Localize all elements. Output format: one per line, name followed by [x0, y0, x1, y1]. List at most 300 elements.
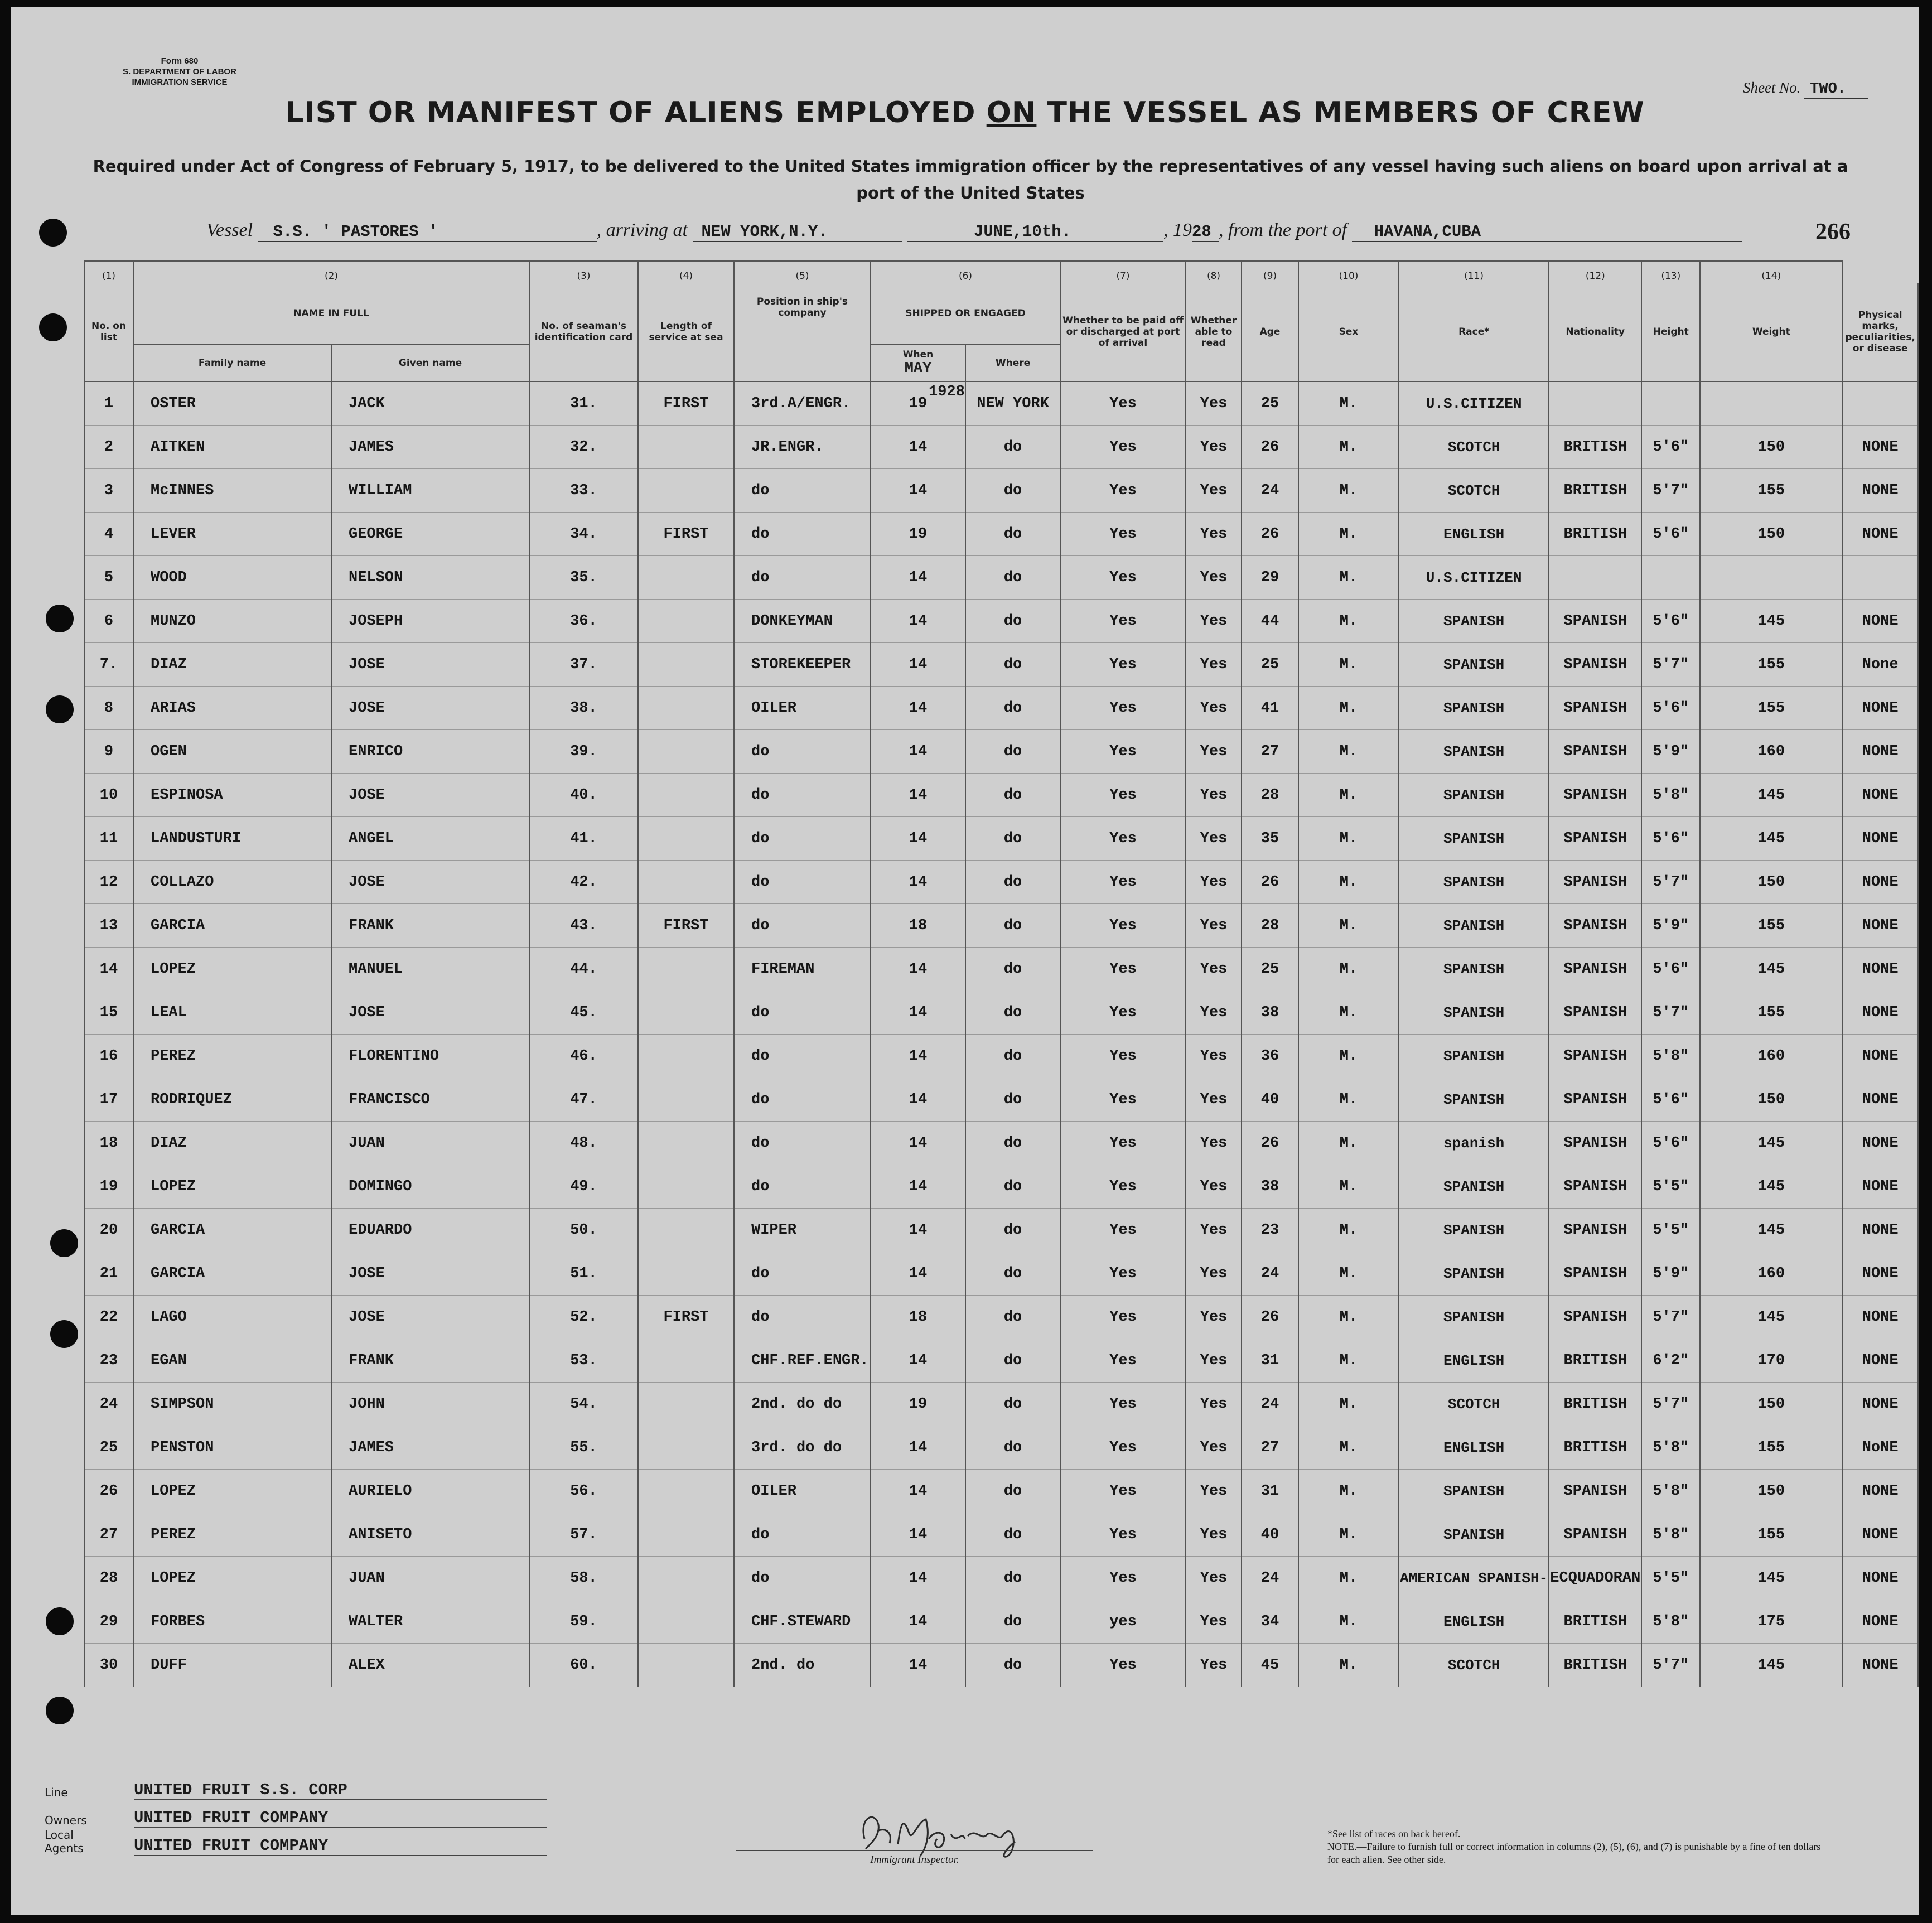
- col-header-height: Height: [1641, 283, 1700, 381]
- crew-table-container: [84, 260, 1919, 1687]
- cell-race: SCOTCH: [1399, 1383, 1549, 1426]
- cell-height: 5'6": [1641, 948, 1700, 991]
- cell-given: ANGEL: [331, 817, 529, 861]
- cell-nationality: SPANISH: [1549, 774, 1641, 817]
- cell-no: 9: [84, 730, 133, 774]
- cell-where: do: [965, 469, 1060, 513]
- cell-marks: None: [1842, 643, 1918, 687]
- owners-value: UNITED FRUIT COMPANY: [134, 1809, 547, 1828]
- cell-read: Yes: [1186, 1296, 1242, 1339]
- cell-read: Yes: [1186, 861, 1242, 904]
- inspector-line: [736, 1850, 1093, 1851]
- cell-paid: Yes: [1060, 817, 1186, 861]
- cell-nationality: SPANISH: [1549, 817, 1641, 861]
- table-row: [84, 1035, 1918, 1078]
- cell-race: SPANISH: [1399, 1035, 1549, 1078]
- cell-sex: M.: [1298, 381, 1399, 426]
- cell-when: 14: [871, 1644, 965, 1687]
- cell-weight: 150: [1700, 513, 1842, 556]
- cell-age: 26: [1242, 1296, 1298, 1339]
- cell-service: [638, 1252, 734, 1296]
- cell-height: 5'7": [1641, 643, 1700, 687]
- cell-family: OSTER: [133, 381, 331, 426]
- cell-no: 7.: [84, 643, 133, 687]
- cell-nationality: BRITISH: [1549, 469, 1641, 513]
- cell-paid: Yes: [1060, 774, 1186, 817]
- cell-card: 37.: [529, 643, 638, 687]
- cell-card: 34.: [529, 513, 638, 556]
- cell-age: 25: [1242, 948, 1298, 991]
- cell-marks: NONE: [1842, 948, 1918, 991]
- cell-given: JUAN: [331, 1557, 529, 1600]
- cell-given: FRANCISCO: [331, 1078, 529, 1122]
- cell-nationality: SPANISH: [1549, 1209, 1641, 1252]
- cell-when: 14: [871, 1426, 965, 1470]
- cell-read: Yes: [1186, 1513, 1242, 1557]
- cell-position: WIPER: [734, 1209, 871, 1252]
- cell-card: 36.: [529, 600, 638, 643]
- cell-height: 5'5": [1641, 1209, 1700, 1252]
- cell-height: 5'8": [1641, 774, 1700, 817]
- cell-sex: M.: [1298, 643, 1399, 687]
- col-num-12: (12): [1549, 261, 1641, 283]
- cell-when: 14: [871, 1470, 965, 1513]
- cell-position: do: [734, 1296, 871, 1339]
- cell-nationality: SPANISH: [1549, 1252, 1641, 1296]
- cell-no: 21: [84, 1252, 133, 1296]
- cell-height: [1641, 556, 1700, 600]
- cell-given: EDUARDO: [331, 1209, 529, 1252]
- cell-paid: Yes: [1060, 861, 1186, 904]
- col-num-8: (8): [1186, 261, 1242, 283]
- note-races: *See list of races on back hereof.: [1327, 1828, 1461, 1839]
- col-header-position: Position in ship's company: [734, 283, 871, 381]
- cell-marks: NONE: [1842, 1252, 1918, 1296]
- cell-read: Yes: [1186, 1209, 1242, 1252]
- col-header-shipped: SHIPPED OR ENGAGED: [871, 283, 1060, 345]
- cell-read: Yes: [1186, 730, 1242, 774]
- cell-family: RODRIQUEZ: [133, 1078, 331, 1122]
- cell-service: [638, 1644, 734, 1687]
- from-port: HAVANA,CUBA: [1352, 223, 1742, 242]
- cell-position: do: [734, 991, 871, 1035]
- punch-hole: [50, 1320, 78, 1348]
- cell-paid: Yes: [1060, 991, 1186, 1035]
- crew-table: [84, 260, 1919, 1687]
- cell-sex: M.: [1298, 1296, 1399, 1339]
- cell-family: McINNES: [133, 469, 331, 513]
- cell-no: 16: [84, 1035, 133, 1078]
- cell-service: [638, 1557, 734, 1600]
- cell-paid: Yes: [1060, 1209, 1186, 1252]
- cell-weight: 155: [1700, 469, 1842, 513]
- cell-family: EGAN: [133, 1339, 331, 1383]
- cell-sex: M.: [1298, 1209, 1399, 1252]
- cell-paid: Yes: [1060, 948, 1186, 991]
- table-row: [84, 991, 1918, 1035]
- cell-where: do: [965, 1165, 1060, 1209]
- cell-given: AURIELO: [331, 1470, 529, 1513]
- cell-when: 14: [871, 426, 965, 469]
- cell-service: [638, 426, 734, 469]
- cell-weight: 150: [1700, 1078, 1842, 1122]
- cell-sex: M.: [1298, 1339, 1399, 1383]
- cell-position: do: [734, 1557, 871, 1600]
- cell-where: do: [965, 1470, 1060, 1513]
- cell-when: 18: [871, 1296, 965, 1339]
- cell-where: do: [965, 1035, 1060, 1078]
- table-row: [84, 1426, 1918, 1470]
- cell-age: 35: [1242, 817, 1298, 861]
- cell-sex: M.: [1298, 1557, 1399, 1600]
- cell-card: 43.: [529, 904, 638, 948]
- crew-rows: [84, 381, 1918, 1687]
- cell-read: Yes: [1186, 1165, 1242, 1209]
- cell-card: 52.: [529, 1296, 638, 1339]
- cell-paid: Yes: [1060, 513, 1186, 556]
- cell-age: 36: [1242, 1035, 1298, 1078]
- table-row: [84, 643, 1918, 687]
- cell-race: SPANISH: [1399, 1513, 1549, 1557]
- cell-service: [638, 730, 734, 774]
- cell-weight: 155: [1700, 1426, 1842, 1470]
- cell-height: 5'7": [1641, 1383, 1700, 1426]
- cell-nationality: SPANISH: [1549, 1513, 1641, 1557]
- cell-family: LANDUSTURI: [133, 817, 331, 861]
- arriving-label: , arriving at: [596, 220, 688, 240]
- cell-age: 28: [1242, 774, 1298, 817]
- cell-race: U.S.CITIZEN: [1399, 556, 1549, 600]
- cell-nationality: BRITISH: [1549, 1644, 1641, 1687]
- punch-hole: [39, 219, 67, 247]
- cell-weight: 145: [1700, 1644, 1842, 1687]
- cell-when: 14: [871, 1035, 965, 1078]
- cell-no: 17: [84, 1078, 133, 1122]
- cell-sex: M.: [1298, 1165, 1399, 1209]
- cell-no: 8: [84, 687, 133, 730]
- cell-no: 29: [84, 1600, 133, 1644]
- cell-race: SPANISH: [1399, 643, 1549, 687]
- cell-given: ALEX: [331, 1644, 529, 1687]
- cell-race: SPANISH: [1399, 904, 1549, 948]
- cell-height: 5'7": [1641, 1296, 1700, 1339]
- table-row: [84, 730, 1918, 774]
- cell-where: do: [965, 426, 1060, 469]
- table-row: [84, 1165, 1918, 1209]
- cell-sex: M.: [1298, 1122, 1399, 1165]
- year-prefix: , 19: [1163, 220, 1192, 240]
- cell-height: 5'7": [1641, 469, 1700, 513]
- cell-race: ENGLISH: [1399, 1339, 1549, 1383]
- cell-no: 19: [84, 1165, 133, 1209]
- table-row: [84, 1339, 1918, 1383]
- cell-where: do: [965, 600, 1060, 643]
- cell-position: CHF.STEWARD: [734, 1600, 871, 1644]
- arriving-port: NEW YORK,N.Y.: [693, 223, 902, 242]
- cell-read: Yes: [1186, 904, 1242, 948]
- cell-no: 24: [84, 1383, 133, 1426]
- cell-race: SPANISH: [1399, 774, 1549, 817]
- cell-given: JOHN: [331, 1383, 529, 1426]
- cell-read: Yes: [1186, 600, 1242, 643]
- cell-when: 14: [871, 1078, 965, 1122]
- cell-race: ENGLISH: [1399, 513, 1549, 556]
- cell-card: 31.: [529, 381, 638, 426]
- cell-paid: Yes: [1060, 381, 1186, 426]
- cell-age: 45: [1242, 1644, 1298, 1687]
- col-header-no: No. on list: [84, 283, 133, 381]
- cell-service: [638, 643, 734, 687]
- cell-position: do: [734, 774, 871, 817]
- vessel-name: S.S. ' PASTORES ': [258, 223, 597, 242]
- cell-weight: 145: [1700, 948, 1842, 991]
- cell-read: Yes: [1186, 513, 1242, 556]
- cell-read: Yes: [1186, 1470, 1242, 1513]
- cell-family: ARIAS: [133, 687, 331, 730]
- cell-age: 27: [1242, 1426, 1298, 1470]
- cell-service: [638, 1165, 734, 1209]
- cell-weight: 160: [1700, 1252, 1842, 1296]
- cell-service: [638, 556, 734, 600]
- cell-height: 5'6": [1641, 687, 1700, 730]
- cell-service: [638, 600, 734, 643]
- cell-paid: Yes: [1060, 556, 1186, 600]
- cell-weight: 145: [1700, 774, 1842, 817]
- cell-read: Yes: [1186, 556, 1242, 600]
- col-num-13: (13): [1641, 261, 1700, 283]
- cell-where: NEW YORK: [965, 381, 1060, 426]
- cell-height: 5'9": [1641, 1252, 1700, 1296]
- cell-position: do: [734, 730, 871, 774]
- cell-no: 23: [84, 1339, 133, 1383]
- cell-no: 20: [84, 1209, 133, 1252]
- cell-nationality: BRITISH: [1549, 1426, 1641, 1470]
- table-row: [84, 513, 1918, 556]
- cell-service: [638, 469, 734, 513]
- cell-service: [638, 687, 734, 730]
- cell-read: Yes: [1186, 1339, 1242, 1383]
- cell-age: 25: [1242, 381, 1298, 426]
- cell-weight: 160: [1700, 1035, 1842, 1078]
- cell-nationality: SPANISH: [1549, 948, 1641, 991]
- inspector-label: Immigrant Inspector.: [870, 1854, 959, 1866]
- cell-family: ESPINOSA: [133, 774, 331, 817]
- cell-no: 18: [84, 1122, 133, 1165]
- cell-family: SIMPSON: [133, 1383, 331, 1426]
- cell-age: 26: [1242, 426, 1298, 469]
- cell-weight: 155: [1700, 687, 1842, 730]
- cell-read: Yes: [1186, 687, 1242, 730]
- cell-service: [638, 1209, 734, 1252]
- cell-paid: Yes: [1060, 1252, 1186, 1296]
- cell-height: 5'6": [1641, 1078, 1700, 1122]
- cell-age: 25: [1242, 643, 1298, 687]
- cell-marks: NoNE: [1842, 1426, 1918, 1470]
- col-header-marks: Physical marks, peculiarities, or disease: [1842, 283, 1918, 381]
- cell-read: Yes: [1186, 1644, 1242, 1687]
- cell-marks: NONE: [1842, 1165, 1918, 1209]
- cell-where: do: [965, 1600, 1060, 1644]
- cell-height: 5'5": [1641, 1165, 1700, 1209]
- form-department: S. DEPARTMENT OF LABOR: [123, 67, 236, 76]
- cell-sex: M.: [1298, 556, 1399, 600]
- cell-marks: NONE: [1842, 991, 1918, 1035]
- cell-read: Yes: [1186, 426, 1242, 469]
- col-num-3: (3): [529, 261, 638, 283]
- cell-sex: M.: [1298, 1035, 1399, 1078]
- col-header-race: Race*: [1399, 283, 1549, 381]
- col-header-service: Length of service at sea: [638, 283, 734, 381]
- cell-card: 33.: [529, 469, 638, 513]
- cell-nationality: SPANISH: [1549, 687, 1641, 730]
- cell-position: do: [734, 556, 871, 600]
- cell-race: SCOTCH: [1399, 1644, 1549, 1687]
- table-row: [84, 948, 1918, 991]
- cell-when: 14: [871, 1165, 965, 1209]
- col-header-where: Where: [965, 345, 1060, 381]
- when-month: MAY: [904, 360, 932, 377]
- cell-given: JOSEPH: [331, 600, 529, 643]
- cell-position: FIREMAN: [734, 948, 871, 991]
- cell-nationality: [1549, 381, 1641, 426]
- cell-read: Yes: [1186, 1600, 1242, 1644]
- table-row: [84, 1513, 1918, 1557]
- cell-card: 35.: [529, 556, 638, 600]
- note-penalty: NOTE.—Failure to furnish full or correct information in columns (2), (5), (6), and (7) is punishable by a fine of ten dollars for each alien. See other side.: [1327, 1841, 1821, 1865]
- cell-service: [638, 817, 734, 861]
- cell-when: 14: [871, 1513, 965, 1557]
- cell-given: JOSE: [331, 861, 529, 904]
- cell-position: 2nd. do do: [734, 1383, 871, 1426]
- cell-paid: Yes: [1060, 469, 1186, 513]
- table-row: [84, 687, 1918, 730]
- cell-sex: M.: [1298, 817, 1399, 861]
- col-num-9: (9): [1242, 261, 1298, 283]
- cell-race: SPANISH: [1399, 991, 1549, 1035]
- cell-where: do: [965, 1383, 1060, 1426]
- cell-height: 5'9": [1641, 904, 1700, 948]
- cell-when: 18: [871, 904, 965, 948]
- cell-height: 5'8": [1641, 1470, 1700, 1513]
- cell-when: 14: [871, 948, 965, 991]
- col-num-6: (6): [871, 261, 1060, 283]
- title-part-underlined: ON: [986, 96, 1037, 129]
- cell-service: FIRST: [638, 1296, 734, 1339]
- table-row: [84, 1078, 1918, 1122]
- cell-position: 3rd. do do: [734, 1426, 871, 1470]
- manifest-sheet: [11, 7, 1919, 1915]
- punch-hole: [39, 313, 67, 341]
- cell-given: JACK: [331, 381, 529, 426]
- cell-position: OILER: [734, 687, 871, 730]
- cell-height: 5'8": [1641, 1426, 1700, 1470]
- cell-marks: NONE: [1842, 600, 1918, 643]
- form-service: IMMIGRATION SERVICE: [132, 78, 228, 87]
- cell-race: SPANISH: [1399, 817, 1549, 861]
- cell-family: OGEN: [133, 730, 331, 774]
- page-title: [11, 96, 1919, 129]
- col-num-7: (7): [1060, 261, 1186, 283]
- cell-weight: 145: [1700, 600, 1842, 643]
- cell-when: 14: [871, 991, 965, 1035]
- cell-sex: M.: [1298, 1078, 1399, 1122]
- cell-race: SPANISH: [1399, 687, 1549, 730]
- cell-weight: 155: [1700, 1513, 1842, 1557]
- cell-read: Yes: [1186, 643, 1242, 687]
- cell-card: 51.: [529, 1252, 638, 1296]
- cell-weight: 150: [1700, 426, 1842, 469]
- punch-hole: [46, 605, 74, 632]
- cell-family: DIAZ: [133, 1122, 331, 1165]
- cell-paid: Yes: [1060, 687, 1186, 730]
- punch-hole: [46, 695, 74, 723]
- table-row: [84, 904, 1918, 948]
- cell-position: do: [734, 1513, 871, 1557]
- cell-height: 5'9": [1641, 730, 1700, 774]
- cell-marks: [1842, 381, 1918, 426]
- cell-read: Yes: [1186, 948, 1242, 991]
- table-row: [84, 817, 1918, 861]
- cell-nationality: SPANISH: [1549, 1165, 1641, 1209]
- cell-no: 22: [84, 1296, 133, 1339]
- cell-given: JOSE: [331, 687, 529, 730]
- table-row: [84, 1209, 1918, 1252]
- cell-sex: M.: [1298, 600, 1399, 643]
- cell-family: DIAZ: [133, 643, 331, 687]
- cell-card: 60.: [529, 1644, 638, 1687]
- cell-where: do: [965, 904, 1060, 948]
- cell-when: 14: [871, 469, 965, 513]
- cell-marks: NONE: [1842, 1644, 1918, 1687]
- cell-nationality: BRITISH: [1549, 1383, 1641, 1426]
- cell-paid: Yes: [1060, 1165, 1186, 1209]
- cell-weight: 150: [1700, 861, 1842, 904]
- col-header-sex: Sex: [1298, 283, 1399, 381]
- cell-given: JOSE: [331, 774, 529, 817]
- table-row: [84, 469, 1918, 513]
- cell-family: LAGO: [133, 1296, 331, 1339]
- cell-card: 56.: [529, 1470, 638, 1513]
- cell-given: JOSE: [331, 643, 529, 687]
- owners-label: Owners: [45, 1814, 87, 1827]
- punch-hole: [50, 1229, 78, 1257]
- cell-card: 53.: [529, 1339, 638, 1383]
- cell-marks: NONE: [1842, 426, 1918, 469]
- col-num-5: (5): [734, 261, 871, 283]
- cell-given: JOSE: [331, 1252, 529, 1296]
- cell-card: 44.: [529, 948, 638, 991]
- cell-race: spanish: [1399, 1122, 1549, 1165]
- cell-card: 48.: [529, 1122, 638, 1165]
- cell-age: 26: [1242, 861, 1298, 904]
- vessel-line: [206, 220, 1742, 242]
- cell-service: [638, 1122, 734, 1165]
- cell-race: SPANISH: [1399, 1252, 1549, 1296]
- cell-when: 14: [871, 1252, 965, 1296]
- cell-when: 14: [871, 1209, 965, 1252]
- cell-sex: M.: [1298, 948, 1399, 991]
- title-part: LIST OR MANIFEST OF ALIENS EMPLOYED: [285, 96, 987, 129]
- cell-position: 3rd.A/ENGR.: [734, 381, 871, 426]
- cell-where: do: [965, 861, 1060, 904]
- cell-nationality: SPANISH: [1549, 1078, 1641, 1122]
- cell-marks: NONE: [1842, 1557, 1918, 1600]
- cell-sex: M.: [1298, 513, 1399, 556]
- cell-card: 59.: [529, 1600, 638, 1644]
- cell-no: 14: [84, 948, 133, 991]
- cell-nationality: BRITISH: [1549, 1339, 1641, 1383]
- cell-age: 31: [1242, 1339, 1298, 1383]
